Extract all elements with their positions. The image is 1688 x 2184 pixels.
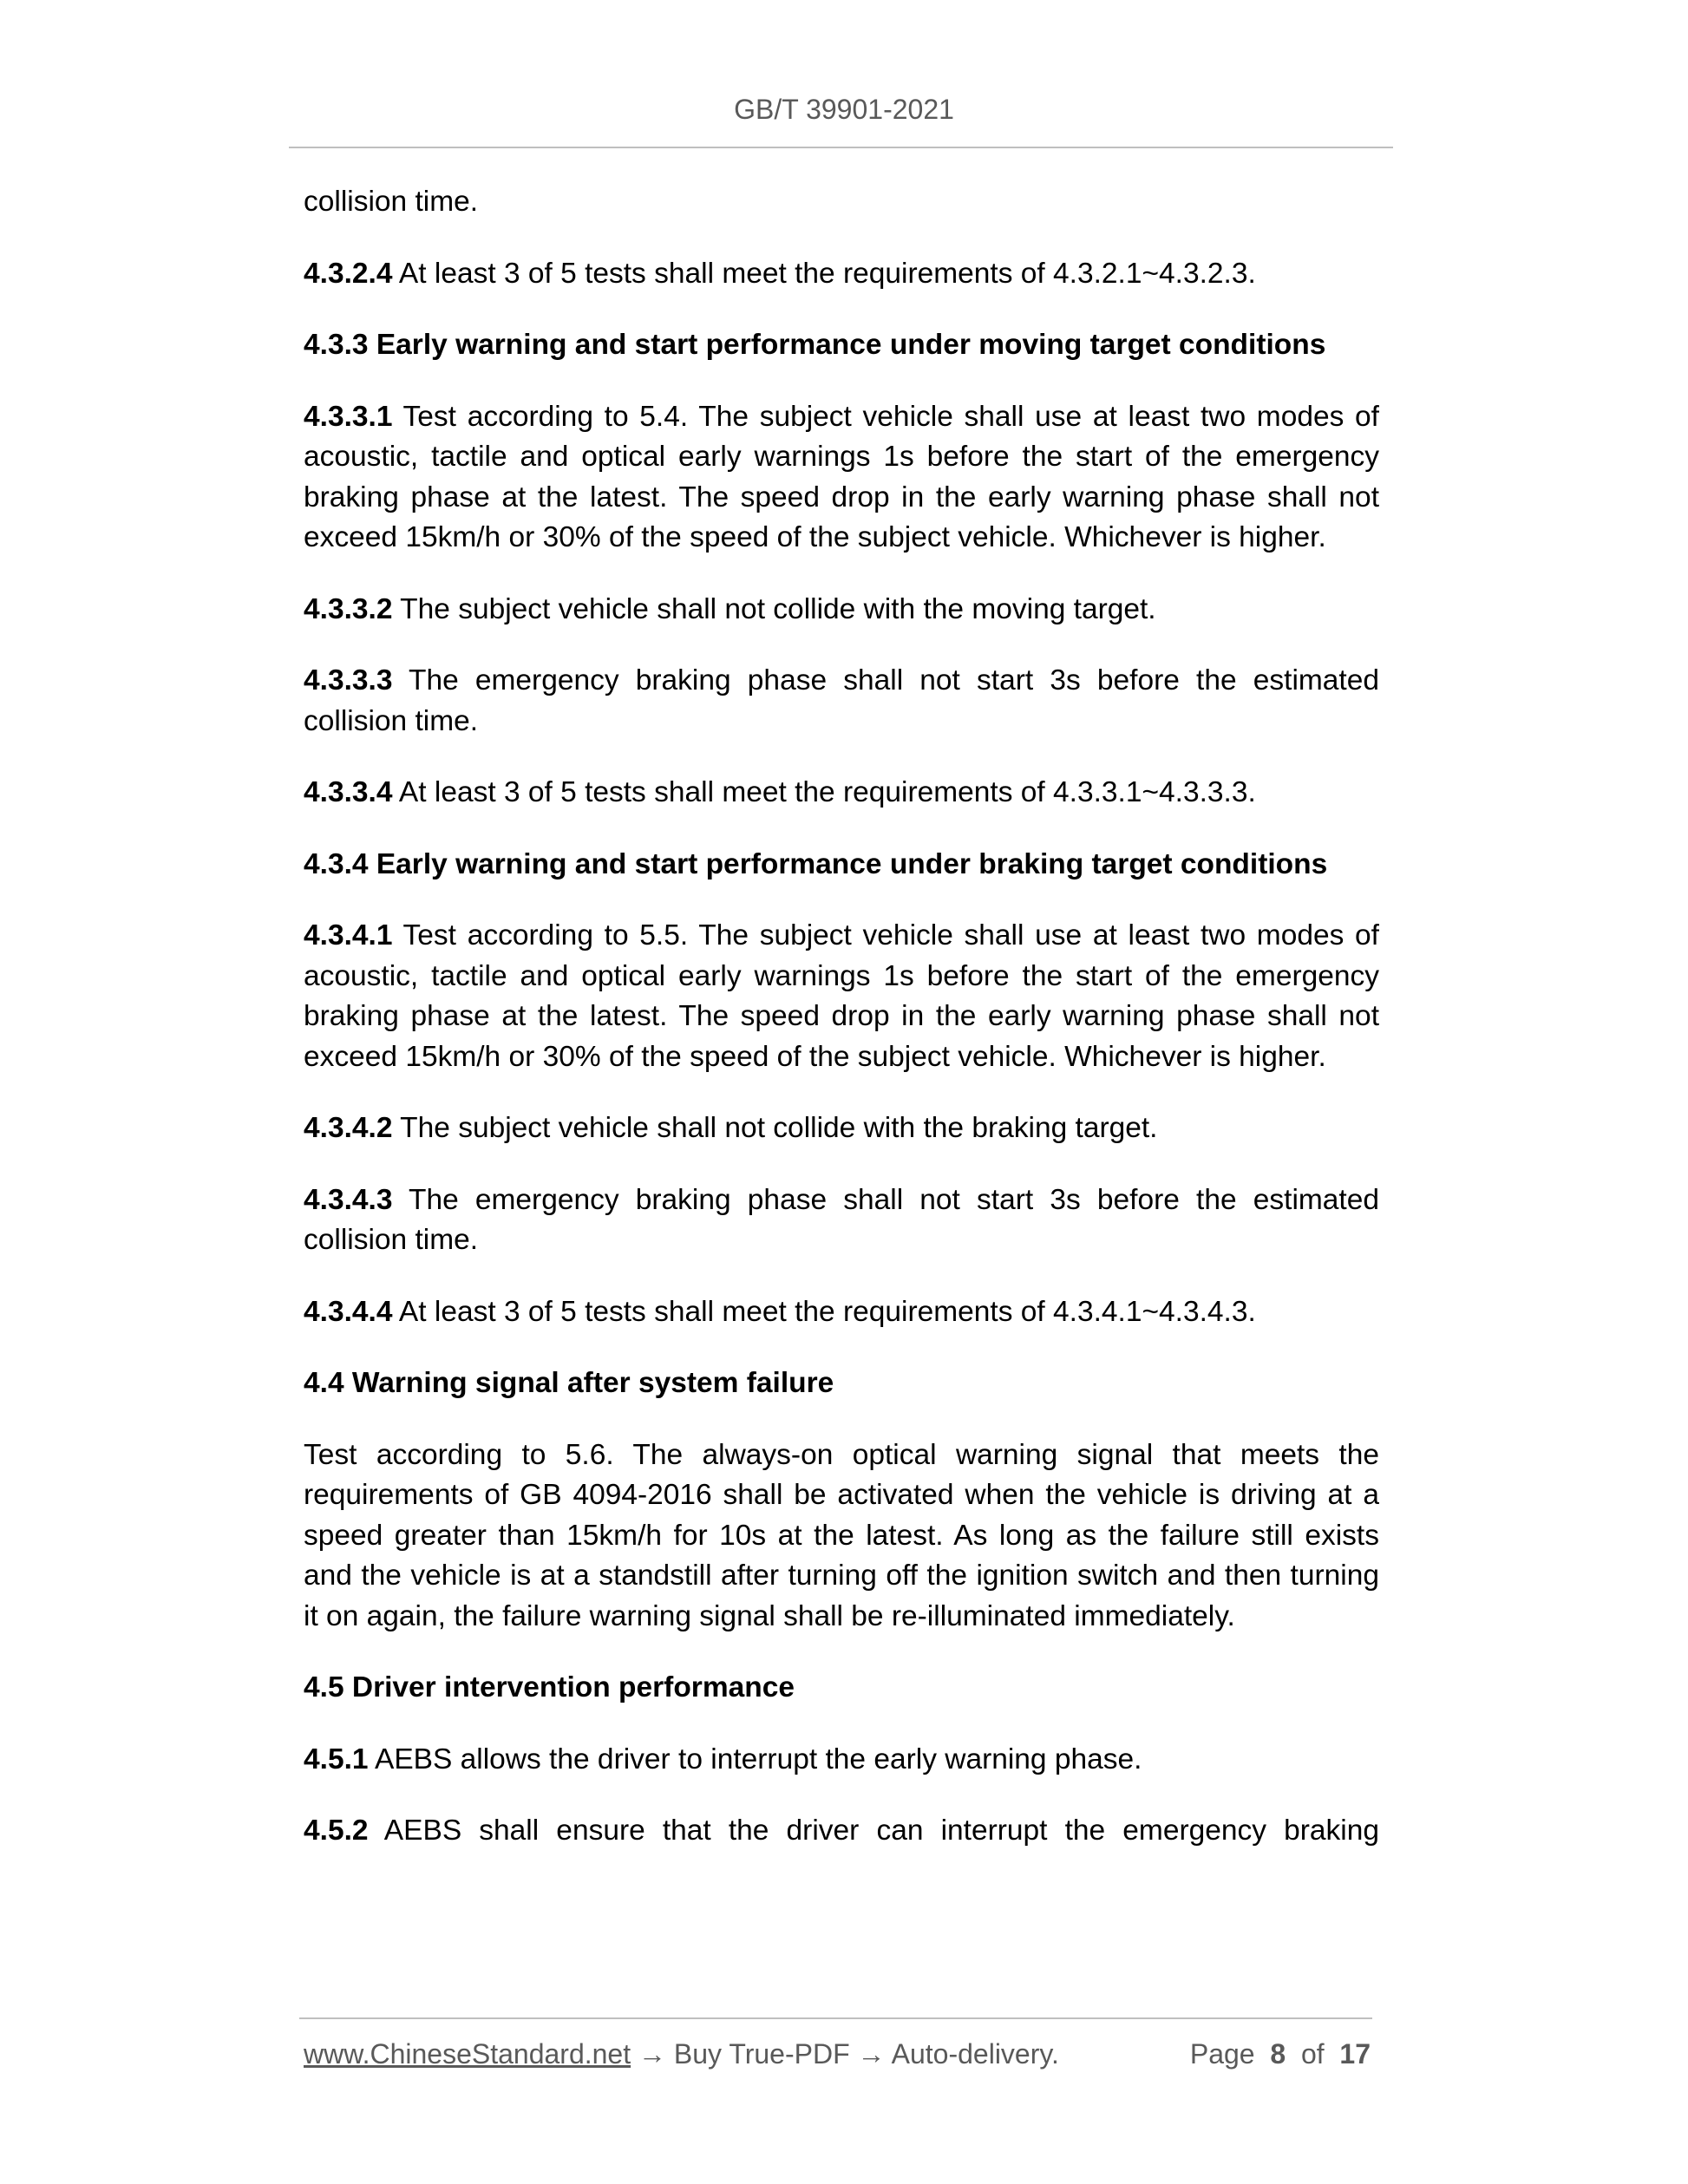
clause-number: 4.3.4.1 xyxy=(304,919,393,951)
clause-number: 4.3.3.4 xyxy=(304,776,393,808)
heading-text: Early warning and start performance under moving target conditions xyxy=(368,329,1326,361)
clause-text: Test according to 5.4. The subject vehicle shall use at least two modes of acoustic, tactile and optical early warnings 1s before the start of the emergency braking phase at the latest. The speed drop in the early warning phase shall not exceed 15km/h or 30% of the speed of the subject vehicle. Whichever is higher. xyxy=(304,400,1379,553)
clause-text: At least 3 of 5 tests shall meet the requirements of 4.3.2.1~4.3.2.3. xyxy=(392,257,1256,290)
clause-4-5-1 xyxy=(304,1740,1379,1781)
clause-4-3-3-1 xyxy=(304,397,1379,559)
heading-number: 4.5 xyxy=(304,1671,344,1703)
clause-text: The emergency braking phase shall not start 3s before the estimated collision time. xyxy=(304,1183,1379,1256)
clause-number: 4.3.4.2 xyxy=(304,1112,393,1144)
clause-text: Test according to 5.5. The subject vehicle shall use at least two modes of acoustic, tactile and optical early warnings 1s before the start of the emergency braking phase at the latest. The speed drop in the early warning phase shall not exceed 15km/h or 30% of the speed of the subject vehicle. Whichever is higher. xyxy=(304,919,1379,1073)
clause-4-3-4-4 xyxy=(304,1292,1379,1333)
clause-number: 4.3.3.1 xyxy=(304,400,393,433)
clause-number: 4.5.2 xyxy=(304,1815,369,1847)
clause-4-5-2 xyxy=(304,1811,1379,1852)
clause-text: The emergency braking phase shall not start 3s before the estimated collision time. xyxy=(304,664,1379,737)
document-body xyxy=(304,182,1379,1883)
auto-delivery-text: Auto-delivery. xyxy=(891,2038,1059,2070)
paragraph-text: collision time. xyxy=(304,186,479,218)
page-header-title: GB/T 39901-2021 xyxy=(734,94,954,125)
clause-number: 4.3.3.3 xyxy=(304,664,393,696)
footer-divider xyxy=(299,2017,1372,2019)
clause-4-3-2-4 xyxy=(304,254,1379,295)
clause-text: AEBS shall ensure that the driver can interrupt the emergency braking xyxy=(368,1815,1379,1847)
heading-number: 4.3.4 xyxy=(304,847,369,880)
header-divider xyxy=(289,147,1393,148)
arrow-right-icon: → xyxy=(631,2038,674,2070)
page-current: 8 xyxy=(1270,2038,1286,2070)
clause-4-3-4-3 xyxy=(304,1180,1379,1261)
clause-4-3-3-3 xyxy=(304,661,1379,742)
paragraph-continuation xyxy=(304,182,1379,223)
section-heading-4-3-4 xyxy=(304,845,1379,886)
clause-number: 4.3.4.3 xyxy=(304,1183,393,1216)
paragraph-4-4-body xyxy=(304,1435,1379,1638)
footer-promo xyxy=(304,2038,1059,2070)
section-heading-4-5 xyxy=(304,1668,1379,1709)
section-heading-4-3-3 xyxy=(304,325,1379,366)
heading-text: Driver intervention performance xyxy=(343,1671,795,1703)
clause-text: The subject vehicle shall not collide with the moving target. xyxy=(392,592,1156,625)
clause-number: 4.3.3.2 xyxy=(304,592,393,625)
heading-number: 4.4 xyxy=(304,1367,344,1399)
clause-4-3-3-4 xyxy=(304,773,1379,814)
paragraph-text: Test according to 5.6. The always-on optical warning signal that meets the requirements of GB 4094-2016 shall be activated when the vehicle is driving at a speed greater than 15km/h for 10s at the latest. As long as the failure still exists and the vehicle is at a standstill after turning off the ignition switch and then turning it on again, the failure warning signal shall be re-illuminated immediately. xyxy=(304,1438,1379,1632)
clause-number: 4.3.2.4 xyxy=(304,257,393,290)
page-label: Page xyxy=(1189,2038,1255,2070)
clause-text: AEBS allows the driver to interrupt the early warning phase. xyxy=(368,1743,1142,1775)
page-total: 17 xyxy=(1339,2038,1371,2070)
buy-true-pdf-text: Buy True-PDF xyxy=(673,2038,850,2070)
clause-text: The subject vehicle shall not collide with the braking target. xyxy=(392,1112,1158,1144)
website-link[interactable]: www.ChineseStandard.net xyxy=(304,2038,631,2070)
heading-text: Early warning and start performance under braking target conditions xyxy=(368,847,1328,880)
clause-4-3-4-2 xyxy=(304,1108,1379,1149)
clause-number: 4.3.4.4 xyxy=(304,1295,393,1328)
page-of-label: of xyxy=(1300,2038,1325,2070)
heading-text: Warning signal after system failure xyxy=(343,1367,834,1399)
clause-4-3-4-1 xyxy=(304,916,1379,1077)
clause-text: At least 3 of 5 tests shall meet the requirements of 4.3.3.1~4.3.3.3. xyxy=(392,776,1256,808)
page-number xyxy=(1190,2038,1371,2070)
clause-number: 4.5.1 xyxy=(304,1743,369,1775)
section-heading-4-4 xyxy=(304,1363,1379,1404)
clause-text: At least 3 of 5 tests shall meet the requirements of 4.3.4.1~4.3.4.3. xyxy=(392,1295,1256,1328)
heading-number: 4.3.3 xyxy=(304,329,369,361)
clause-4-3-3-2 xyxy=(304,590,1379,631)
arrow-right-icon: → xyxy=(849,2038,892,2070)
